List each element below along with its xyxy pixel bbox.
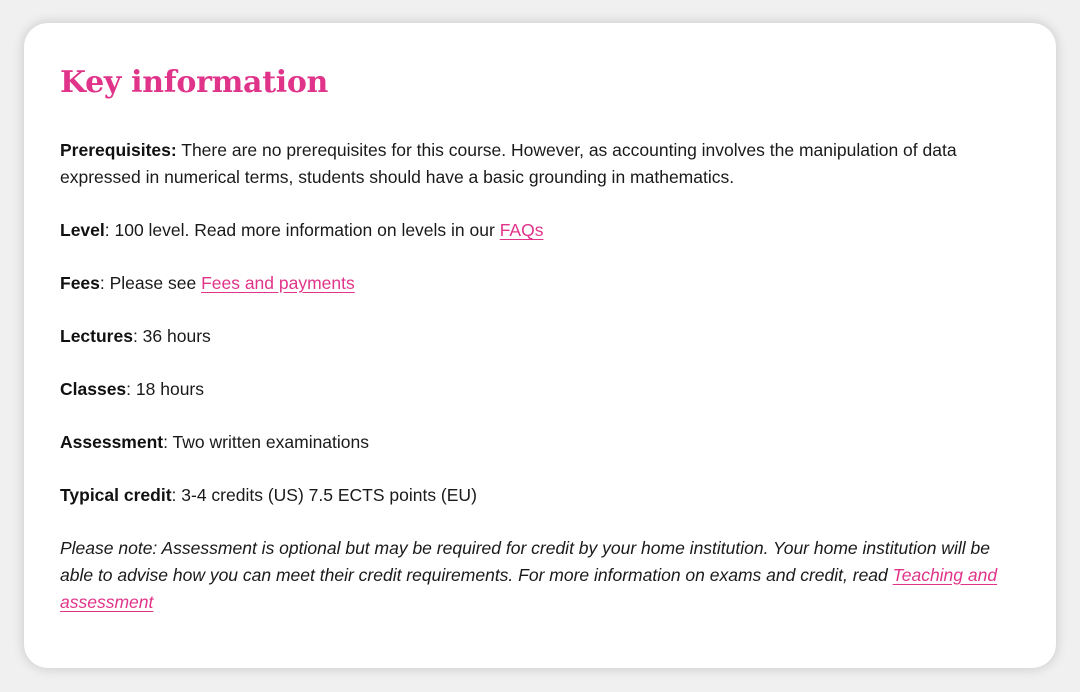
level-text: : 100 level. Read more information on levels in our: [104, 220, 500, 240]
teaching-and-assessment-link[interactable]: Teaching and assessment: [60, 565, 998, 612]
assessment-text: : Two written examinations: [163, 432, 370, 452]
typical-credit-label: Typical credit: [60, 485, 172, 505]
fees-item: [60, 270, 1020, 297]
fees-and-payments-link[interactable]: Fees and payments: [201, 273, 355, 293]
key-information-card: [24, 23, 1056, 668]
fees-text: : Please see: [99, 273, 202, 293]
assessment-label: Assessment: [60, 432, 164, 452]
lectures-item: [60, 323, 1020, 350]
lectures-text: : 36 hours: [132, 326, 211, 346]
key-information-body: [60, 137, 1020, 616]
typical-credit-text: : 3-4 credits (US) 7.5 ECTS points (EU): [171, 485, 477, 505]
typical-credit-item: [60, 482, 1020, 509]
classes-item: [60, 376, 1020, 403]
prerequisites-text: There are no prerequisites for this course. However, as accounting involves the manipulation of data expressed in numerical terms, students should have a basic grounding in mathematics.: [60, 140, 957, 187]
level-item: [60, 217, 1020, 244]
assessment-item: [60, 429, 1020, 456]
level-label: Level: [60, 220, 105, 240]
section-title: Key information: [60, 65, 329, 100]
assessment-note: [60, 535, 1020, 616]
fees-label: Fees: [60, 273, 100, 293]
lectures-label: Lectures: [60, 326, 133, 346]
classes-text: : 18 hours: [126, 379, 204, 399]
classes-label: Classes: [60, 379, 127, 399]
prerequisites-item: [60, 137, 1020, 191]
note-text: Please note: Assessment is optional but may be required for credit by your home institution. Your home institution will be able to advise how you can meet their credit requirements. For more information on exams and credit, read: [60, 538, 990, 585]
faqs-link[interactable]: FAQs: [499, 220, 544, 240]
prerequisites-label: Prerequisites:: [60, 140, 177, 160]
